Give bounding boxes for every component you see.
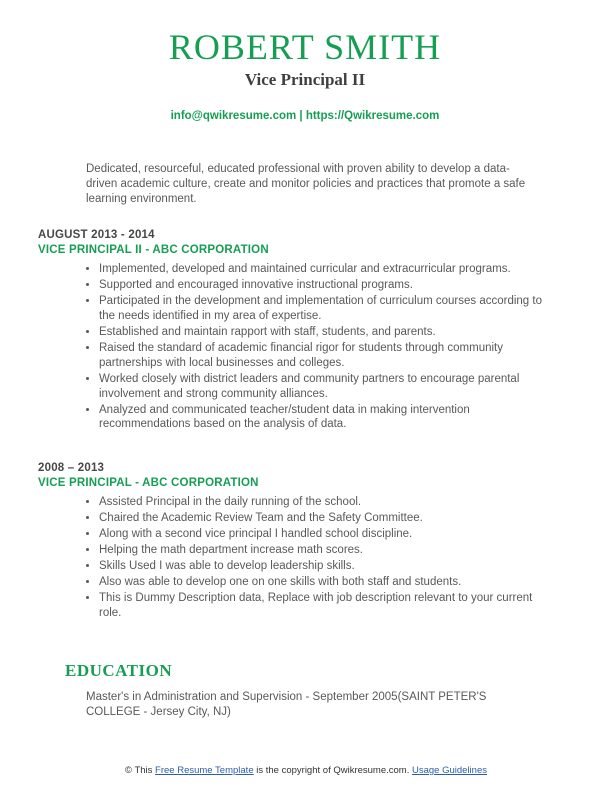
job-section-vice-principal-ii — [38, 229, 572, 432]
job-bullet: • Along with a second vice principal I handled school discipline. — [99, 527, 547, 542]
job-bullet-list — [86, 262, 547, 432]
job-bullet: • Chaired the Academic Review Team and the Safety Committee. — [99, 511, 547, 526]
job-bullet: • Established and maintain rapport with staff, students, and parents. — [99, 325, 547, 340]
education-heading: EDUCATION — [65, 660, 173, 680]
job-bullet: • Worked closely with district leaders and community partners to encourage parental involvement and strong community alliances. — [99, 372, 547, 402]
job-bullet: • This is Dummy Description data, Replace with job description relevant to your current role. — [99, 591, 547, 621]
resume-header — [38, 28, 572, 122]
resume-name: ROBERT SMITH — [168, 27, 442, 67]
usage-guidelines-link[interactable]: Usage Guidelines — [412, 765, 487, 776]
job-bullet: • Raised the standard of academic financial rigor for students through community partnerships with local businesses and colleges. — [99, 341, 547, 371]
job-bullet-list — [86, 495, 547, 621]
summary-text: Dedicated, resourceful, educated professional with proven ability to develop a data-driven academic culture, create and monitor policies and practices that promote a safe learning environment. — [86, 162, 526, 205]
footer-copyright-middle: is the copyright of Qwikresume.com. — [253, 765, 412, 776]
job-bullet: • Supported and encouraged innovative instructional programs. — [99, 278, 547, 293]
job-bullet: • Implemented, developed and maintained curricular and extracurricular programs. — [99, 262, 547, 277]
free-resume-template-link[interactable]: Free Resume Template — [155, 765, 254, 776]
job-section-vice-principal — [38, 462, 572, 621]
job-bullet: • Assisted Principal in the daily running of the school. — [99, 495, 547, 510]
job-bullet: • Helping the math department increase math scores. — [99, 543, 547, 558]
job-bullet: • Analyzed and communicated teacher/student data in making intervention recommendations based on the analysis of data. — [99, 403, 547, 433]
resume-job-title: Vice Principal II — [244, 69, 366, 89]
job-bullet: • Skills Used I was able to develop leadership skills. — [99, 559, 547, 574]
education-section — [38, 661, 572, 720]
page-footer — [0, 765, 612, 776]
job-bullet: • Also was able to develop one on one skills with both staff and students. — [99, 575, 547, 590]
footer-copyright-prefix: © This — [124, 765, 156, 776]
job-heading: VICE PRINCIPAL II - ABC CORPORATION — [38, 244, 269, 257]
job-dates: AUGUST 2013 - 2014 — [38, 229, 155, 242]
job-dates: 2008 – 2013 — [38, 462, 105, 475]
job-bullet: • Participated in the development and implementation of curriculum courses according to the needs identified in my area of expertise. — [99, 294, 547, 324]
contact-line: info@qwikresume.com | https://Qwikresume.com — [170, 109, 440, 122]
job-heading: VICE PRINCIPAL - ABC CORPORATION — [38, 477, 259, 490]
education-item: Master's in Administration and Supervision - September 2005(SAINT PETER'S COLLEGE - Jersey City, NJ) — [86, 690, 487, 719]
